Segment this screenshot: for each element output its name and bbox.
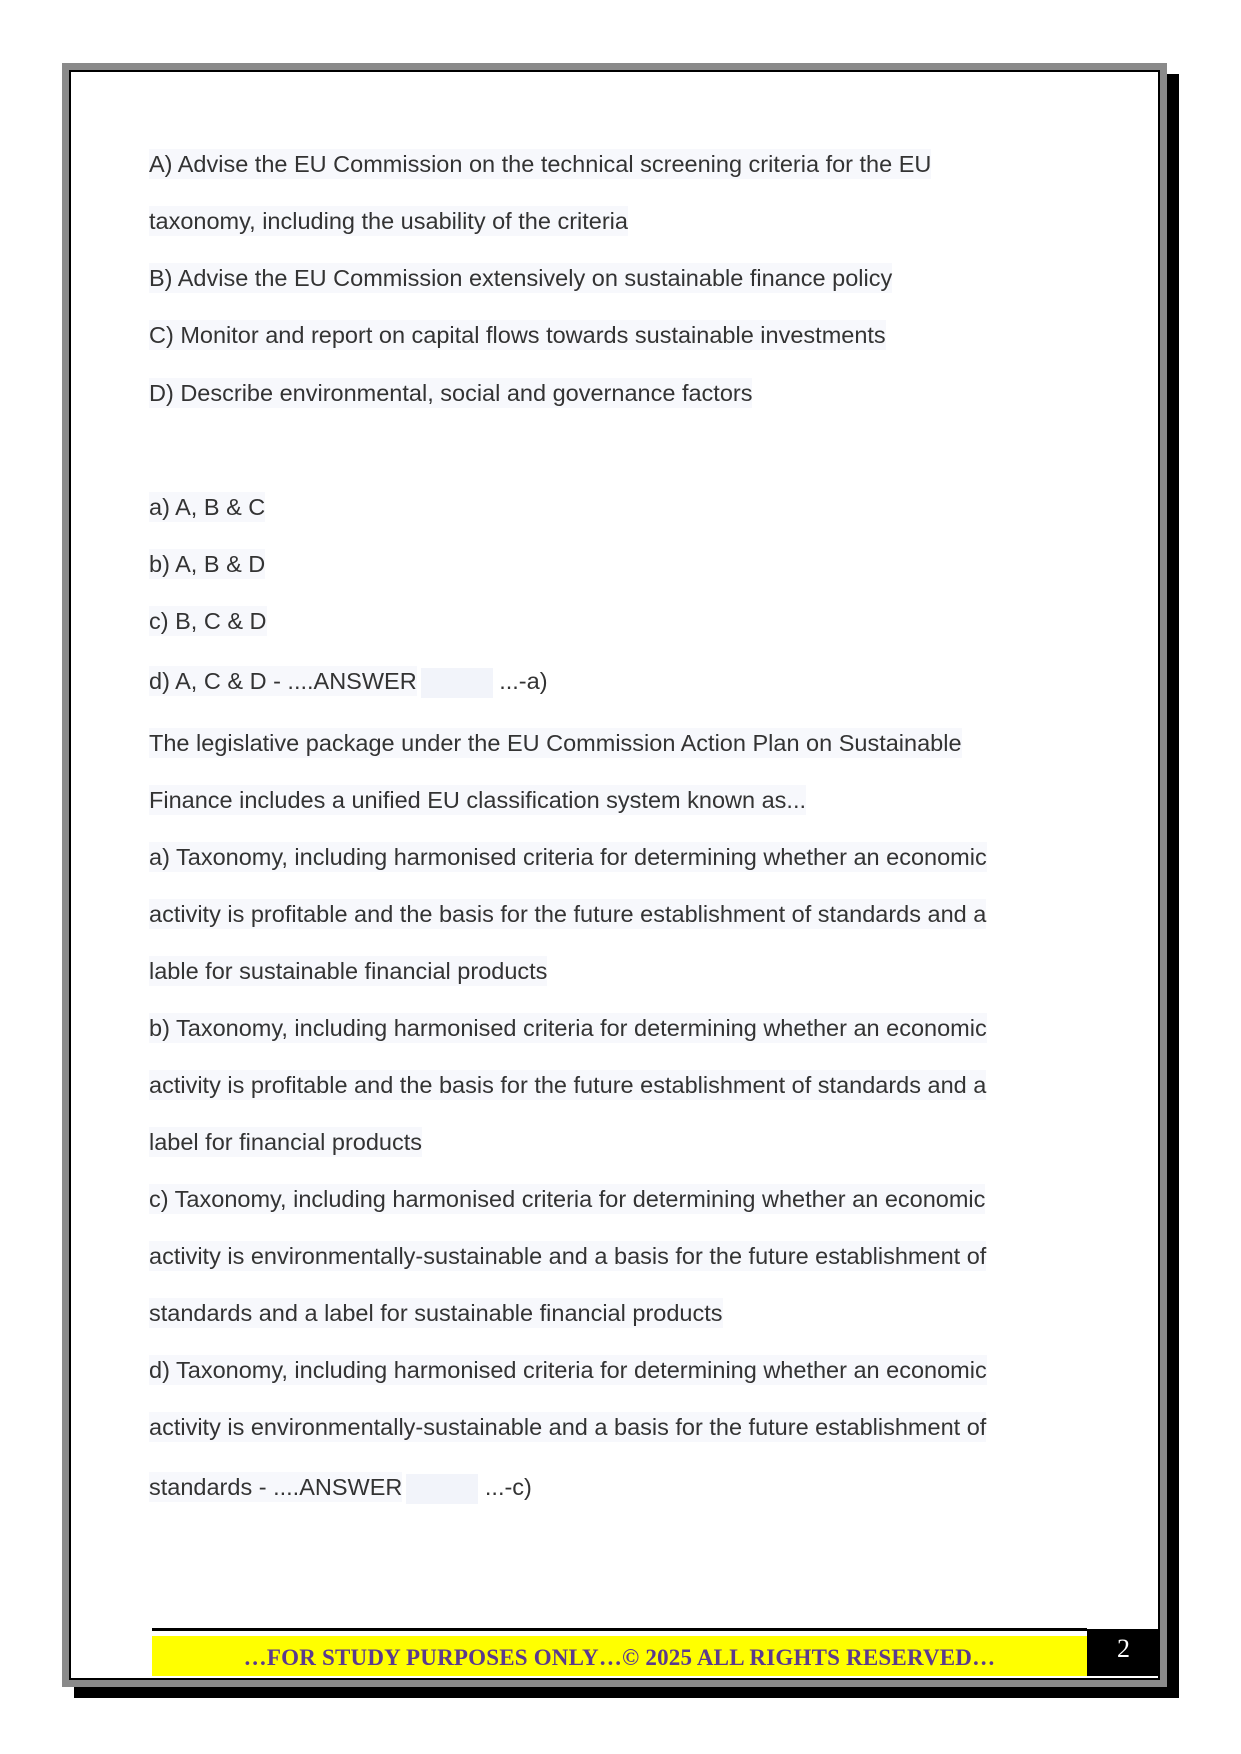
statement-d: D) Describe environmental, social and governance factors: [149, 380, 753, 406]
statement-a-cont: taxonomy, including the usability of the criteria: [149, 208, 628, 234]
option-d-cont: activity is environmentally-sustainable and a basis for the future establishment of: [149, 1414, 987, 1440]
page-number: 2: [1087, 1629, 1160, 1676]
option-c-cont2: standards and a label for sustainable financial products: [149, 1300, 723, 1326]
statement-c: C) Monitor and report on capital flows towards sustainable investments: [149, 322, 886, 348]
choice-c: c) B, C & D: [149, 608, 267, 634]
option-b-cont: activity is profitable and the basis for the future establishment of standards and a: [149, 1072, 987, 1098]
footer-rule: [152, 1628, 1087, 1631]
choice-d-answer: d) A, C & D - ....ANSWER ...-a): [149, 662, 548, 700]
statement-b: B) Advise the EU Commission extensively on sustainable finance policy: [149, 265, 893, 291]
answer-gap: [421, 668, 493, 698]
answer-value: ...-a): [499, 668, 548, 694]
option-a: a) Taxonomy, including harmonised criteria for determining whether an economic: [149, 844, 987, 870]
answer-value: ...-c): [484, 1474, 532, 1500]
choice-b: b) A, B & D: [149, 551, 266, 577]
question-text-cont: Finance includes a unified EU classification system known as...: [149, 787, 807, 813]
footer-banner: …FOR STUDY PURPOSES ONLY…© 2025 ALL RIGHTS RESERVED…: [152, 1636, 1087, 1676]
statement-a: A) Advise the EU Commission on the technical screening criteria for the EU: [149, 151, 932, 177]
option-c: c) Taxonomy, including harmonised criteria for determining whether an economic: [149, 1186, 986, 1212]
option-d: d) Taxonomy, including harmonised criteria for determining whether an economic: [149, 1357, 987, 1383]
choice-a: a) A, B & C: [149, 494, 266, 520]
option-a-cont: activity is profitable and the basis for the future establishment of standards and a: [149, 901, 987, 927]
option-c-cont: activity is environmentally-sustainable and a basis for the future establishment of: [149, 1243, 987, 1269]
answer-gap: [406, 1474, 478, 1504]
question-text: The legislative package under the EU Commission Action Plan on Sustainable: [149, 730, 962, 756]
option-d-answer: standards - ....ANSWER ...-c): [149, 1468, 532, 1506]
option-a-cont2: lable for sustainable financial products: [149, 958, 548, 984]
option-b-cont2: label for financial products: [149, 1129, 423, 1155]
option-b: b) Taxonomy, including harmonised criteria for determining whether an economic: [149, 1015, 987, 1041]
